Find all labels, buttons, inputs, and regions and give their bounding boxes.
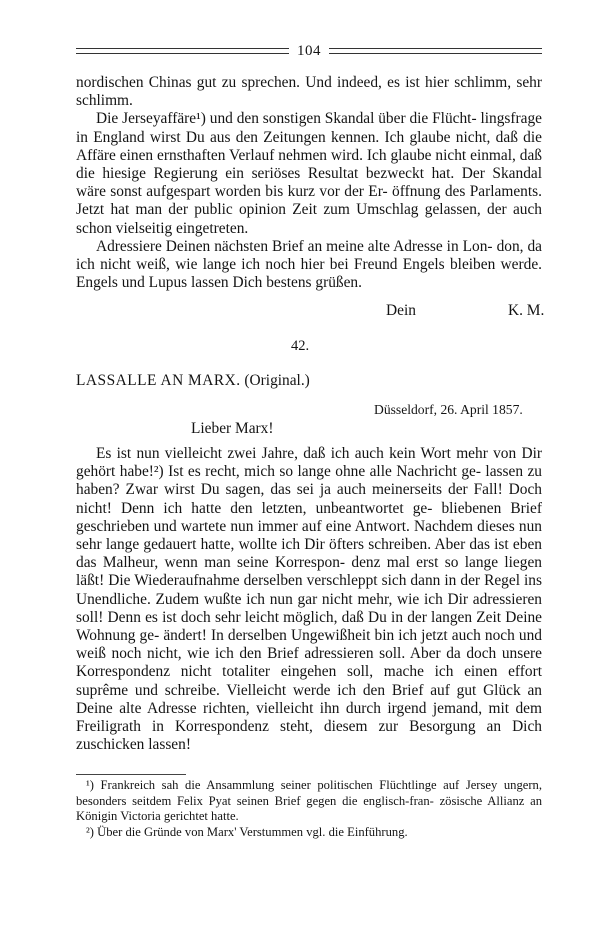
line: Umschlag gelassen, der auch schon vielseitig eingetreten. [76, 201, 542, 237]
line: don, da ich nicht weiß, wie lange ich noch hier bei Freund Engels [76, 237, 543, 274]
line: zösische Allianz an Königin Victoria gerichtet hatte. [76, 793, 542, 824]
line: bliebenen Brief geschrieben und wartete nun immer auf eine Antwort. [76, 499, 542, 535]
paragraph-2 [76, 110, 542, 237]
heading-note: (Original.) [244, 372, 310, 389]
line: denz mal erst so lange liegen läßt! Die Wiederaufnahme derselben [76, 554, 542, 590]
line: bleiben werde. Engels und Lupus lassen Dich bestens grüßen. [76, 256, 542, 292]
line: ²) Über die Gründe von Marx' Verstummen vgl. die Einführung. [86, 824, 408, 839]
signature: K. M. [508, 302, 545, 319]
line: ändert! In derselben Ungewißheit bin ich jetzt auch noch und weiß [76, 627, 543, 663]
line: Dich zuschicken lassen! [76, 718, 542, 754]
letter-body [76, 445, 542, 754]
line: Adressiere Deinen nächsten Brief an meine alte Adresse in Lon- [96, 237, 493, 255]
line: schreiben. Aber das ist eben das Malheur, wenn man seine Korrespon- [76, 536, 542, 572]
line: suprême und schreibe. Vielleicht werde ich den Brief auf gut Glück [76, 681, 521, 699]
footnote-2 [76, 825, 542, 841]
line: hat. Der Skandal wäre sonst aufgespart worden bis kurz vor der Er- [76, 165, 542, 201]
line: lingsfrage in England wirst Du aus den Zeitungen kennen. Ich glaube [76, 110, 542, 146]
footnote-1 [76, 778, 542, 825]
paragraph-1 [76, 74, 542, 110]
footnotes [76, 778, 542, 840]
running-head-rule-right [329, 48, 542, 54]
heading-title: LASSALLE AN MARX. [76, 372, 241, 389]
line: Dir gehört habe!²) Ist es recht, mich so lange ohne alle Nachricht ge- [76, 445, 542, 481]
line: ¹) Frankreich sah die Ansammlung seiner politischen Flüchtlinge auf Jersey [86, 778, 498, 792]
line: noch nicht, wie ich den Brief adressieren soll. Aber da doch unsere [111, 645, 542, 663]
line: Die Jerseyaffäre¹) und den sonstigen Skandal über die Flücht- [96, 110, 477, 128]
letter-heading [76, 372, 310, 390]
page-number: 104 [297, 42, 321, 59]
line: lassen zu haben? Zwar wirst Du sagen, das sei ja auch meinerseits [76, 463, 542, 499]
line: sehr schlimm. [76, 74, 542, 110]
letter-number: 42. [290, 338, 310, 354]
paragraph-3 [76, 238, 542, 293]
line: an Deine alte Adresse richten, vielleicht ihn durch irgend jemand, mit [76, 681, 542, 717]
letter-paragraph [76, 445, 542, 754]
line: nun gar nicht mehr, wie ich Dir adressieren soll! Denn es ist doch [76, 590, 542, 626]
line: nicht, daß die Affäre einen ernsthaften Verlauf nehmen wird. Ich glaube [76, 128, 542, 164]
running-head-rule-left [76, 48, 289, 54]
line: der Fall! Doch nicht! Denn ich hatte den letzten, unbeantwortet ge- [76, 481, 542, 517]
line: öffnung des Parlaments. Jetzt hat man der public opinion Zeit zum [76, 183, 542, 219]
salutation: Lieber Marx! [191, 420, 274, 437]
previous-letter-ending [76, 74, 542, 292]
footnote-rule [76, 774, 186, 775]
line: Es ist nun vielleicht zwei Jahre, daß ich auch kein Wort mehr von [96, 445, 517, 462]
line: dem Freiligrath in Korrespondenz steht, diesem zur Besorgung an [76, 699, 542, 736]
line: nicht einmal, daß die hiesige Regierung ein seriöses Resultat bezweckt [76, 146, 542, 183]
line: Korrespondenz nicht totaliter eingehen soll, mache ich einen effort [76, 663, 542, 681]
line: verschleppt sich dann in der Regel ins Unendliche. Zudem wußte ich [76, 572, 542, 608]
line: sehr leicht möglich, daß Du in der langen Zeit Deine Wohnung ge- [76, 608, 542, 645]
running-head [76, 40, 542, 62]
line: nordischen Chinas gut zu sprechen. Und indeed, es ist hier schlimm, [76, 74, 512, 91]
closing: Dein [386, 302, 416, 319]
line: Nachdem dieses nun sehr lange gedauert hatte, wollte ich Dir öfters [76, 517, 542, 554]
line: ungern, besonders seitdem Felix Pyat seinen Brief gegen die englisch-fran- [76, 778, 542, 808]
place-date: Düsseldorf, 26. April 1857. [374, 402, 523, 417]
